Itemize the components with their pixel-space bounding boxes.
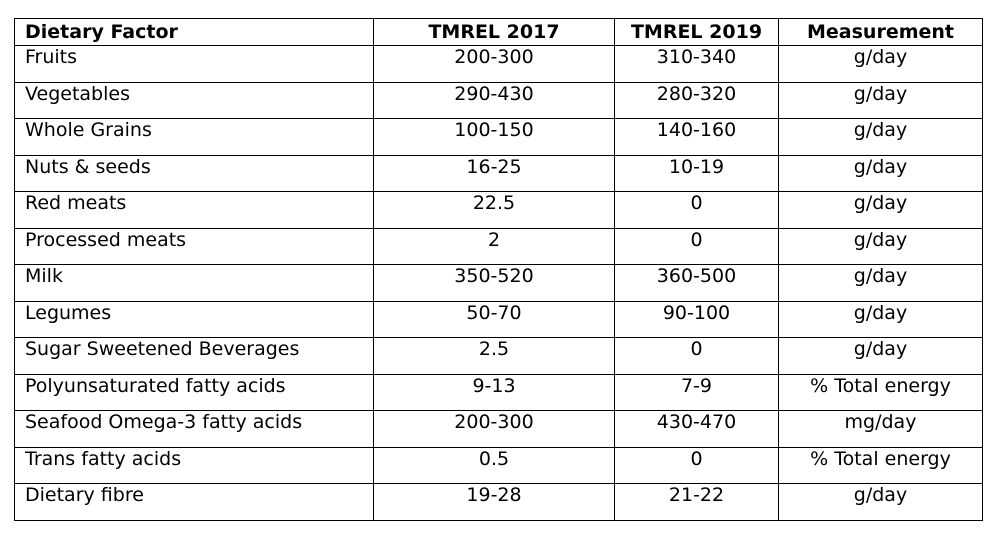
dietary-factor-cell: Sugar Sweetened Beverages [15, 338, 374, 375]
tmrel-2019-cell: 0 [615, 338, 779, 375]
tmrel-2017-cell: 2.5 [374, 338, 615, 375]
table-header [15, 19, 983, 46]
tmrel-2017-cell: 350-520 [374, 265, 615, 302]
dietary-factor-cell: Vegetables [15, 82, 374, 119]
dietary-factor-cell: Trans fatty acids [15, 447, 374, 484]
table-row [15, 338, 983, 375]
tmrel-2019-cell: 0 [615, 192, 779, 229]
dietary-factor-cell: Legumes [15, 301, 374, 338]
measurement-cell: % Total energy [779, 447, 983, 484]
table-row [15, 119, 983, 156]
measurement-cell: g/day [779, 119, 983, 156]
tmrel-2019-cell: 310-340 [615, 46, 779, 83]
measurement-cell: g/day [779, 338, 983, 375]
tmrel-2017-cell: 200-300 [374, 46, 615, 83]
header-tmrel-2019: TMREL 2019 [615, 19, 779, 46]
table-row [15, 265, 983, 302]
dietary-factor-cell: Polyunsaturated fatty acids [15, 374, 374, 411]
dietary-factor-cell: Milk [15, 265, 374, 302]
dietary-factors-table [14, 18, 983, 521]
tmrel-2017-cell: 290-430 [374, 82, 615, 119]
tmrel-2019-cell: 360-500 [615, 265, 779, 302]
dietary-factor-cell: Fruits [15, 46, 374, 83]
table-row [15, 46, 983, 83]
measurement-cell: g/day [779, 301, 983, 338]
table-row [15, 447, 983, 484]
tmrel-2017-cell: 9-13 [374, 374, 615, 411]
header-dietary-factor: Dietary Factor [15, 19, 374, 46]
tmrel-2019-cell: 90-100 [615, 301, 779, 338]
tmrel-2019-cell: 140-160 [615, 119, 779, 156]
dietary-factor-cell: Dietary fibre [15, 484, 374, 521]
tmrel-2017-cell: 2 [374, 228, 615, 265]
measurement-cell: g/day [779, 192, 983, 229]
dietary-factor-cell: Nuts & seeds [15, 155, 374, 192]
measurement-cell: mg/day [779, 411, 983, 448]
measurement-cell: % Total energy [779, 374, 983, 411]
tmrel-2019-cell: 10-19 [615, 155, 779, 192]
table-row [15, 228, 983, 265]
tmrel-2017-cell: 16-25 [374, 155, 615, 192]
tmrel-2019-cell: 430-470 [615, 411, 779, 448]
dietary-factor-cell: Seafood Omega-3 fatty acids [15, 411, 374, 448]
table-row [15, 82, 983, 119]
dietary-factor-cell: Processed meats [15, 228, 374, 265]
dietary-factor-cell: Red meats [15, 192, 374, 229]
dietary-factor-cell: Whole Grains [15, 119, 374, 156]
measurement-cell: g/day [779, 228, 983, 265]
table-row [15, 374, 983, 411]
table-row [15, 301, 983, 338]
table-row [15, 155, 983, 192]
table-row [15, 192, 983, 229]
tmrel-2017-cell: 0.5 [374, 447, 615, 484]
measurement-cell: g/day [779, 82, 983, 119]
measurement-cell: g/day [779, 265, 983, 302]
header-measurement: Measurement [779, 19, 983, 46]
tmrel-2017-cell: 22.5 [374, 192, 615, 229]
tmrel-2019-cell: 21-22 [615, 484, 779, 521]
tmrel-2017-cell: 200-300 [374, 411, 615, 448]
measurement-cell: g/day [779, 155, 983, 192]
tmrel-2017-cell: 100-150 [374, 119, 615, 156]
header-row [15, 19, 983, 46]
tmrel-2019-cell: 0 [615, 228, 779, 265]
header-tmrel-2017: TMREL 2017 [374, 19, 615, 46]
tmrel-2017-cell: 50-70 [374, 301, 615, 338]
tmrel-2019-cell: 0 [615, 447, 779, 484]
table-row [15, 484, 983, 521]
table-body [15, 46, 983, 521]
measurement-cell: g/day [779, 46, 983, 83]
table-row [15, 411, 983, 448]
tmrel-2019-cell: 7-9 [615, 374, 779, 411]
tmrel-2019-cell: 280-320 [615, 82, 779, 119]
tmrel-2017-cell: 19-28 [374, 484, 615, 521]
measurement-cell: g/day [779, 484, 983, 521]
